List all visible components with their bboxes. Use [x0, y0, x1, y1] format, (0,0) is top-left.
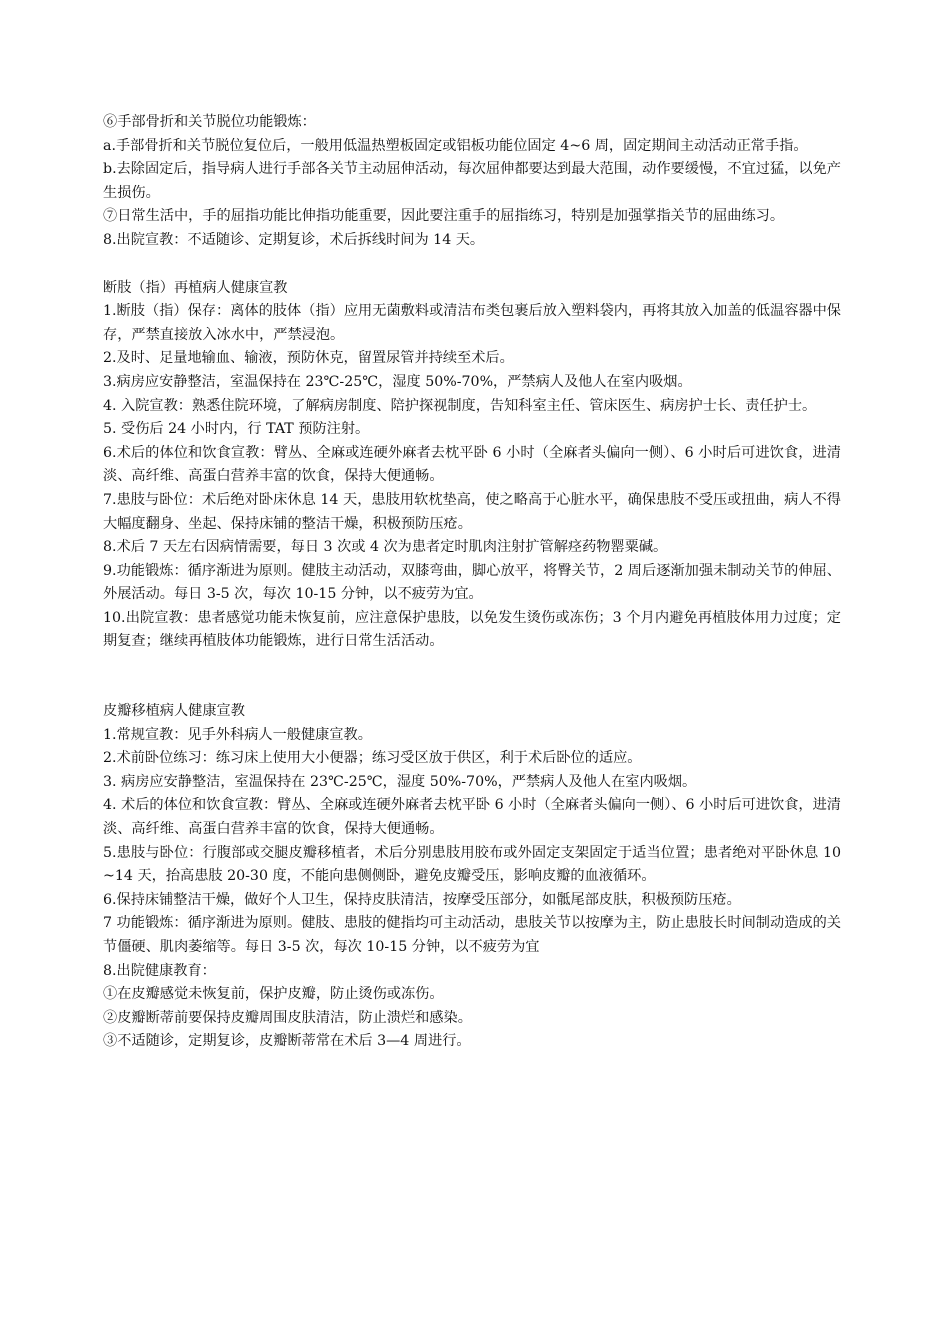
- paragraph-replant-3: 3.病房应安静整洁，室温保持在 23℃-25℃，湿度 50%-70%，严禁病人及他人在室内吸烟。: [103, 373, 692, 390]
- paragraph-replant-6: 6.术后的体位和饮食宣教：臂丛、全麻或连硬外麻者去枕平卧 6 小时（全麻者头偏向一侧）、6 小时后可进饮食，进清淡、高纤维、高蛋白营养丰富的饮食，保持大便通畅。: [103, 444, 841, 485]
- paragraph-replant-8: 8.术后 7 天左右因病情需要，每日 3 次或 4 次为患者定时肌肉注射扩管解痉药物罂粟碱。: [103, 539, 668, 556]
- paragraph-hand-fracture-b: b.去除固定后，指导病人进行手部各关节主动屈伸活动，每次屈伸都要达到最大范围，动作要缓慢，不宜过猛，以免产生损伤。: [103, 161, 841, 201]
- paragraph-flap-6: 6.保持床铺整洁干燥，做好个人卫生，保持皮肤清洁，按摩受压部分，如骶尾部皮肤，积极预防压疮。: [103, 891, 741, 908]
- paragraph-flap-8-2: ②皮瓣断蒂前要保持皮瓣周围皮肤清洁，防止溃烂和感染。: [103, 1009, 472, 1026]
- paragraph-flap-4: 4. 术后的体位和饮食宣教：臂丛、全麻或连硬外麻者去枕平卧 6 小时（全麻者头偏向一侧）、6 小时后可进饮食，进清淡、高纤维、高蛋白营养丰富的饮食，保持大便通畅。: [103, 797, 841, 838]
- section-spacer: [103, 654, 841, 700]
- paragraph-flap-1: 1.常规宣教：见手外科病人一般健康宣教。: [103, 726, 372, 743]
- section-spacer: [103, 253, 841, 277]
- paragraph-flap-8: 8.出院健康教育：: [103, 962, 216, 979]
- paragraph-replant-9: 9.功能锻炼：循序渐进为原则。健肢主动活动，双膝弯曲，脚心放平，将臀关节，2 周后逐渐加强未制动关节的伸屈、外展活动。每日 3-5 次，每次 10-15 分钟，以不疲劳为宜。: [103, 562, 841, 603]
- paragraph-flap-5: 5.患肢与卧位：行腹部或交腿皮瓣移植者，术后分别患肢用胶布或外固定支架固定于适当位置；患者绝对平卧休息 10~14 天，抬高患肢 20-30 度，不能向患侧侧卧，避免皮瓣受压，影响皮瓣的血液循环。: [103, 844, 841, 885]
- paragraph-replant-10: 10.出院宣教：患者感觉功能未恢复前，应注意保护患肢，以免发生烫伤或冻伤；3 个月内避免再植肢体用力过度；定期复查；继续再植肢体功能锻炼，进行日常生活活动。: [103, 609, 841, 650]
- paragraph-replant-5: 5. 受伤后 24 小时内，行 TAT 预防注射。: [103, 421, 370, 438]
- paragraph-replant-4: 4. 入院宣教：熟悉住院环境，了解病房制度、陪护探视制度，告知科室主任、管床医生、病房护士长、责任护士。: [103, 397, 817, 414]
- paragraph-flap-7: 7 功能锻炼：循序渐进为原则。健肢、患肢的健指均可主动活动，患肢关节以按摩为主，防止患肢长时间制动造成的关节僵硬、肌肉萎缩等。每日 3-5 次，每次 10-15 分钟，以不疲劳为宜: [103, 915, 841, 955]
- paragraph-hand-fracture-heading: ⑥手部骨折和关节脱位功能锻炼：: [103, 114, 316, 130]
- paragraph-replant-7: 7.患肢与卧位：术后绝对卧床休息 14 天，患肢用软枕垫高，使之略高于心脏水平，确保患肢不受压或扭曲，病人不得大幅度翻身、坐起、保持床铺的整洁干燥，积极预防压疮。: [103, 491, 841, 532]
- paragraph-flap-3: 3. 病房应安静整洁，室温保持在 23℃-25℃，湿度 50%-70%，严禁病人及他人在室内吸烟。: [103, 773, 697, 790]
- paragraph-replant-2: 2.及时、足量地输血、输液，预防休克，留置尿管并持续至术后。: [103, 350, 514, 367]
- paragraph-hand-fracture-a: a.手部骨折和关节脱位复位后，一般用低温热塑板固定或铝板功能位固定 4~6 周，固定期间主动活动正常手指。: [103, 137, 808, 154]
- document-page: [103, 111, 841, 1054]
- paragraph-discharge-education-1: 8.出院宣教：不适随诊、定期复诊，术后拆线时间为 14 天。: [103, 231, 485, 248]
- section-title-replantation: 断肢（指）再植病人健康宣教: [103, 279, 288, 296]
- section-title-skin-flap: 皮瓣移植病人健康宣教: [103, 703, 245, 720]
- paragraph-replant-1: 1.断肢（指）保存：离体的肢体（指）应用无菌敷料或清洁布类包裹后放入塑料袋内，再将其放入加盖的低温容器中保存，严禁直接放入冰水中，严禁浸泡。: [103, 303, 841, 343]
- paragraph-daily-life-finger: ⑦日常生活中，手的屈指功能比伸指功能重要，因此要注重手的屈指练习，特别是加强掌指关节的屈曲练习。: [103, 208, 785, 225]
- paragraph-flap-8-3: ③不适随诊，定期复诊，皮瓣断蒂常在术后 3—4 周进行。: [103, 1033, 471, 1050]
- paragraph-flap-2: 2.术前卧位练习：练习床上使用大小便器；练习受区放于供区，利于术后卧位的适应。: [103, 750, 642, 767]
- paragraph-flap-8-1: ①在皮瓣感觉未恢复前，保护皮瓣，防止烫伤或冻伤。: [103, 986, 444, 1003]
